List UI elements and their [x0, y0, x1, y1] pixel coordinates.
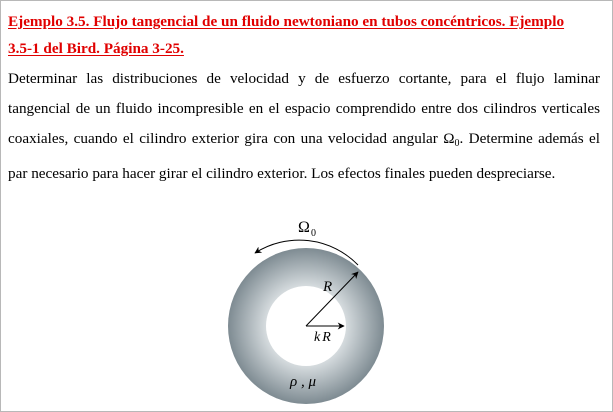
example-title-line-2: 3.5-1 del Bird. Página 3-25. — [8, 40, 184, 57]
omega-symbol: Ω — [443, 130, 455, 147]
example-title-line-1: Ejemplo 3.5. Flujo tangencial de un fluido newtoniano en tubos concéntricos. Ejemplo — [8, 13, 565, 30]
omega-label-subscript: 0 — [311, 228, 316, 239]
omega-label: Ω — [298, 219, 310, 236]
inner-radius-label: kR — [314, 330, 333, 345]
problem-statement-part-1: Determinar las distribuciones de velocidad y de esfuerzo cortante, para el flujo laminar tangencial de un fluido incompresible en el espacio comprendido entre dos cilindros verticales coaxiales, cuando el cilindro exterior gira con una velocidad angular — [8, 70, 600, 147]
omega-subscript: 0 — [454, 138, 460, 149]
problem-statement-part-2: . Determine además el par necesario para hacer girar el cilindro exterior. Los efectos finales pueden despreciarse. — [8, 130, 600, 182]
outer-radius-label: R — [323, 279, 333, 295]
fluid-properties-label: ρ , μ — [290, 374, 316, 390]
